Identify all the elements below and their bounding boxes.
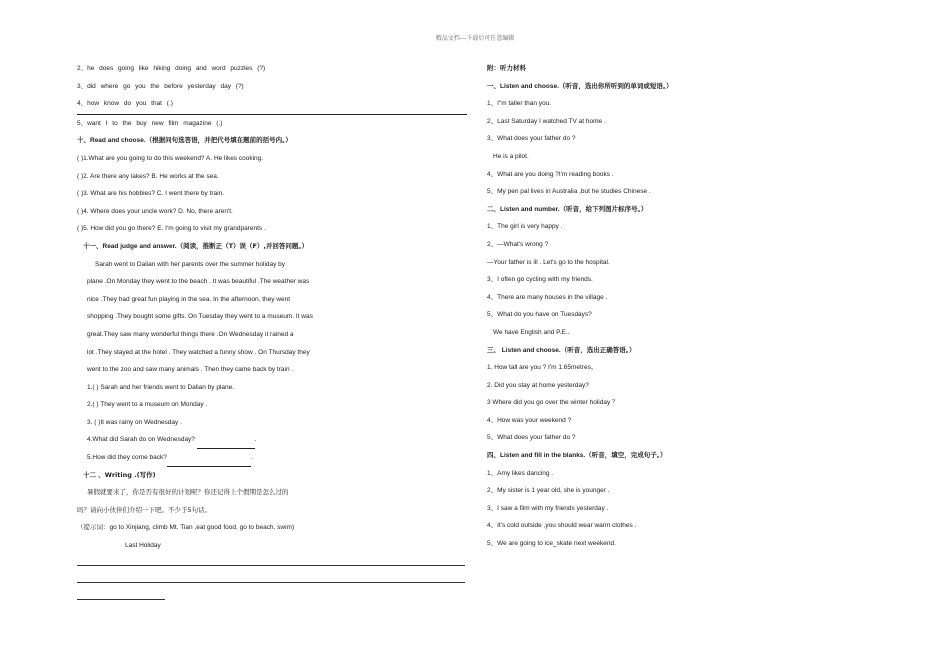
appendix-title: 附：听力材料	[487, 64, 526, 72]
listening-item: 2、—What's wrong ?	[487, 240, 549, 248]
listening-item: 5、What does your father do ?	[487, 434, 576, 442]
listening-item: 1、I"m taller than you.	[487, 100, 552, 108]
question-line: 4、how know do you that (.)	[77, 100, 173, 108]
listening-item: 4、There are many houses in the village .	[487, 293, 608, 301]
choice-item: ( )2. Are there any lakes? B. He works at the sea.	[77, 172, 219, 180]
listening-item: 5、What do you have on Tuesdays?	[487, 311, 592, 319]
writing-prompt: 吗？请向小伙伴们介绍一下吧。不少于5句话。	[77, 505, 212, 514]
listening-item: 4、It's cold outside ,you should wear warm clothes .	[487, 522, 637, 530]
listening-item: 2、My sister is 1 year old, she is younger .	[487, 487, 610, 495]
listening-item: 5、We are going to ice_skate next weekend.	[487, 540, 616, 548]
listening-item: We have English and P.E..	[493, 328, 570, 336]
left-column	[77, 60, 467, 606]
section-title-listen-1: 一、Listen and choose.（听音，选出你所听到的单词或短语。）	[487, 81, 673, 90]
passage-line: great.They saw many wonderful things there .On Wednesday it rained a	[87, 330, 294, 338]
section-title-listen-3: 三、 Listen and choose.（听音，选出正确答语。）	[487, 345, 636, 354]
writing-prompt: 暑假就要来了，你是否有很好的计划呢？你还记得上个假期是怎么过的	[87, 488, 289, 497]
listening-item: 2. Did you stay at home yesterday?	[487, 381, 589, 389]
judge-item: 3. ( )It was rainy on Wednesday .	[87, 418, 182, 426]
listening-item: 4、How was your weekend ?	[487, 416, 572, 424]
listening-item: 3、I often go cycling with my friends.	[487, 276, 593, 284]
passage-line: Sarah went to Dalian with her parents over the summer holiday by	[95, 260, 286, 268]
listening-item: 1. How tall are you ? I'm 1.65metres。	[487, 364, 598, 372]
listening-item: —Your father is ill . Let's go to the hospital.	[487, 258, 610, 266]
writing-line[interactable]	[77, 589, 467, 606]
section-title-10: 十、Read and choose.（根据问句选答语，并把代号填在题前的括号内。）	[77, 136, 292, 145]
right-column	[487, 60, 867, 553]
answer-item: 4.What did Sarah do on Wednesday? .	[77, 431, 467, 449]
choice-item: ( )3. What are his hobbies? C. I went there by train.	[77, 190, 225, 198]
choice-item: ( )1.What are you going to do this weekend? A. He likes cooking.	[77, 154, 264, 162]
answer-blank[interactable]	[197, 440, 255, 449]
section-title-listen-4: 四、Listen and fill in the blanks.（听音，填空，完成句子。）	[487, 451, 667, 460]
choice-item: ( )5. How did you go there? E. I'm going to visit my grandparents .	[77, 225, 266, 233]
listening-item: 3 Where did you go over the winter holiday ？	[487, 399, 619, 407]
passage-line: shopping .They bought some gifts. On Tuesday they went to a museum. It was	[87, 313, 313, 321]
judge-item: 2.( ) They went to a museum on Monday .	[87, 401, 208, 409]
choice-item: ( )4. Where does your uncle work? D. No, there aren't.	[77, 207, 233, 215]
question-line: 2、he does going like hiking doing and word puzzles (?)	[77, 65, 266, 72]
judge-item: 1.( ) Sarah and her friends went to Dalian by plane.	[87, 383, 235, 391]
listening-item: 2、Last Saturday I watched TV at home .	[487, 117, 606, 125]
passage-line: nice .They had great fun playing in the sea. In the afternoon, they went	[87, 295, 291, 303]
passage-line: went to the zoo and saw many animals . Then they came back by train .	[87, 366, 294, 374]
passage-line: lot .They stayed at the hotel . They watched a funny show . On Thursday they	[87, 348, 310, 356]
essay-title: Last Holiday	[125, 542, 161, 550]
question-line: 3、did where go you the before yesterday day (?)	[77, 82, 244, 90]
passage-line: plane .On Monday they went to the beach . It was beautiful .The weather was	[87, 278, 310, 286]
writing-line[interactable]	[77, 555, 467, 572]
listening-item: 1、Amy likes dancing .	[487, 469, 554, 477]
section-title-11: 十一、Read judge and answer.（阅读，推断正（T）误（F）,并回答问题。）	[83, 241, 309, 250]
writing-hint: （提示词：go to Xinjiang, climb Mt. Tian ,eat good food, go to beach, swim)	[77, 524, 295, 532]
writing-line[interactable]	[77, 572, 467, 589]
listening-item: 3、I saw a film with my friends yesterday .	[487, 504, 609, 512]
section-title-listen-2: 二、Listen and number.（听音，给下列图片标序号。）	[487, 204, 648, 213]
listening-item: 1、The girl is very happy .	[487, 223, 563, 231]
listening-item: 3、What does your father do ?	[487, 135, 576, 143]
section-title-12: 十二 、Writing .(写作)	[83, 470, 156, 479]
listening-item: He is a pilot.	[493, 152, 529, 160]
listening-item: 5、My pen pal lives in Australia ,but he studies Chinese .	[487, 188, 651, 196]
listening-item: 4、What are you doing ?I'm reading books .	[487, 170, 614, 178]
answer-blank[interactable]	[167, 458, 251, 467]
question-line: 5、want I to the buy new film magazine (.)	[77, 119, 223, 127]
page-header: 精品文档---下载后可任意编辑	[435, 35, 515, 42]
answer-item: 5.How did they come back? .	[77, 449, 467, 467]
